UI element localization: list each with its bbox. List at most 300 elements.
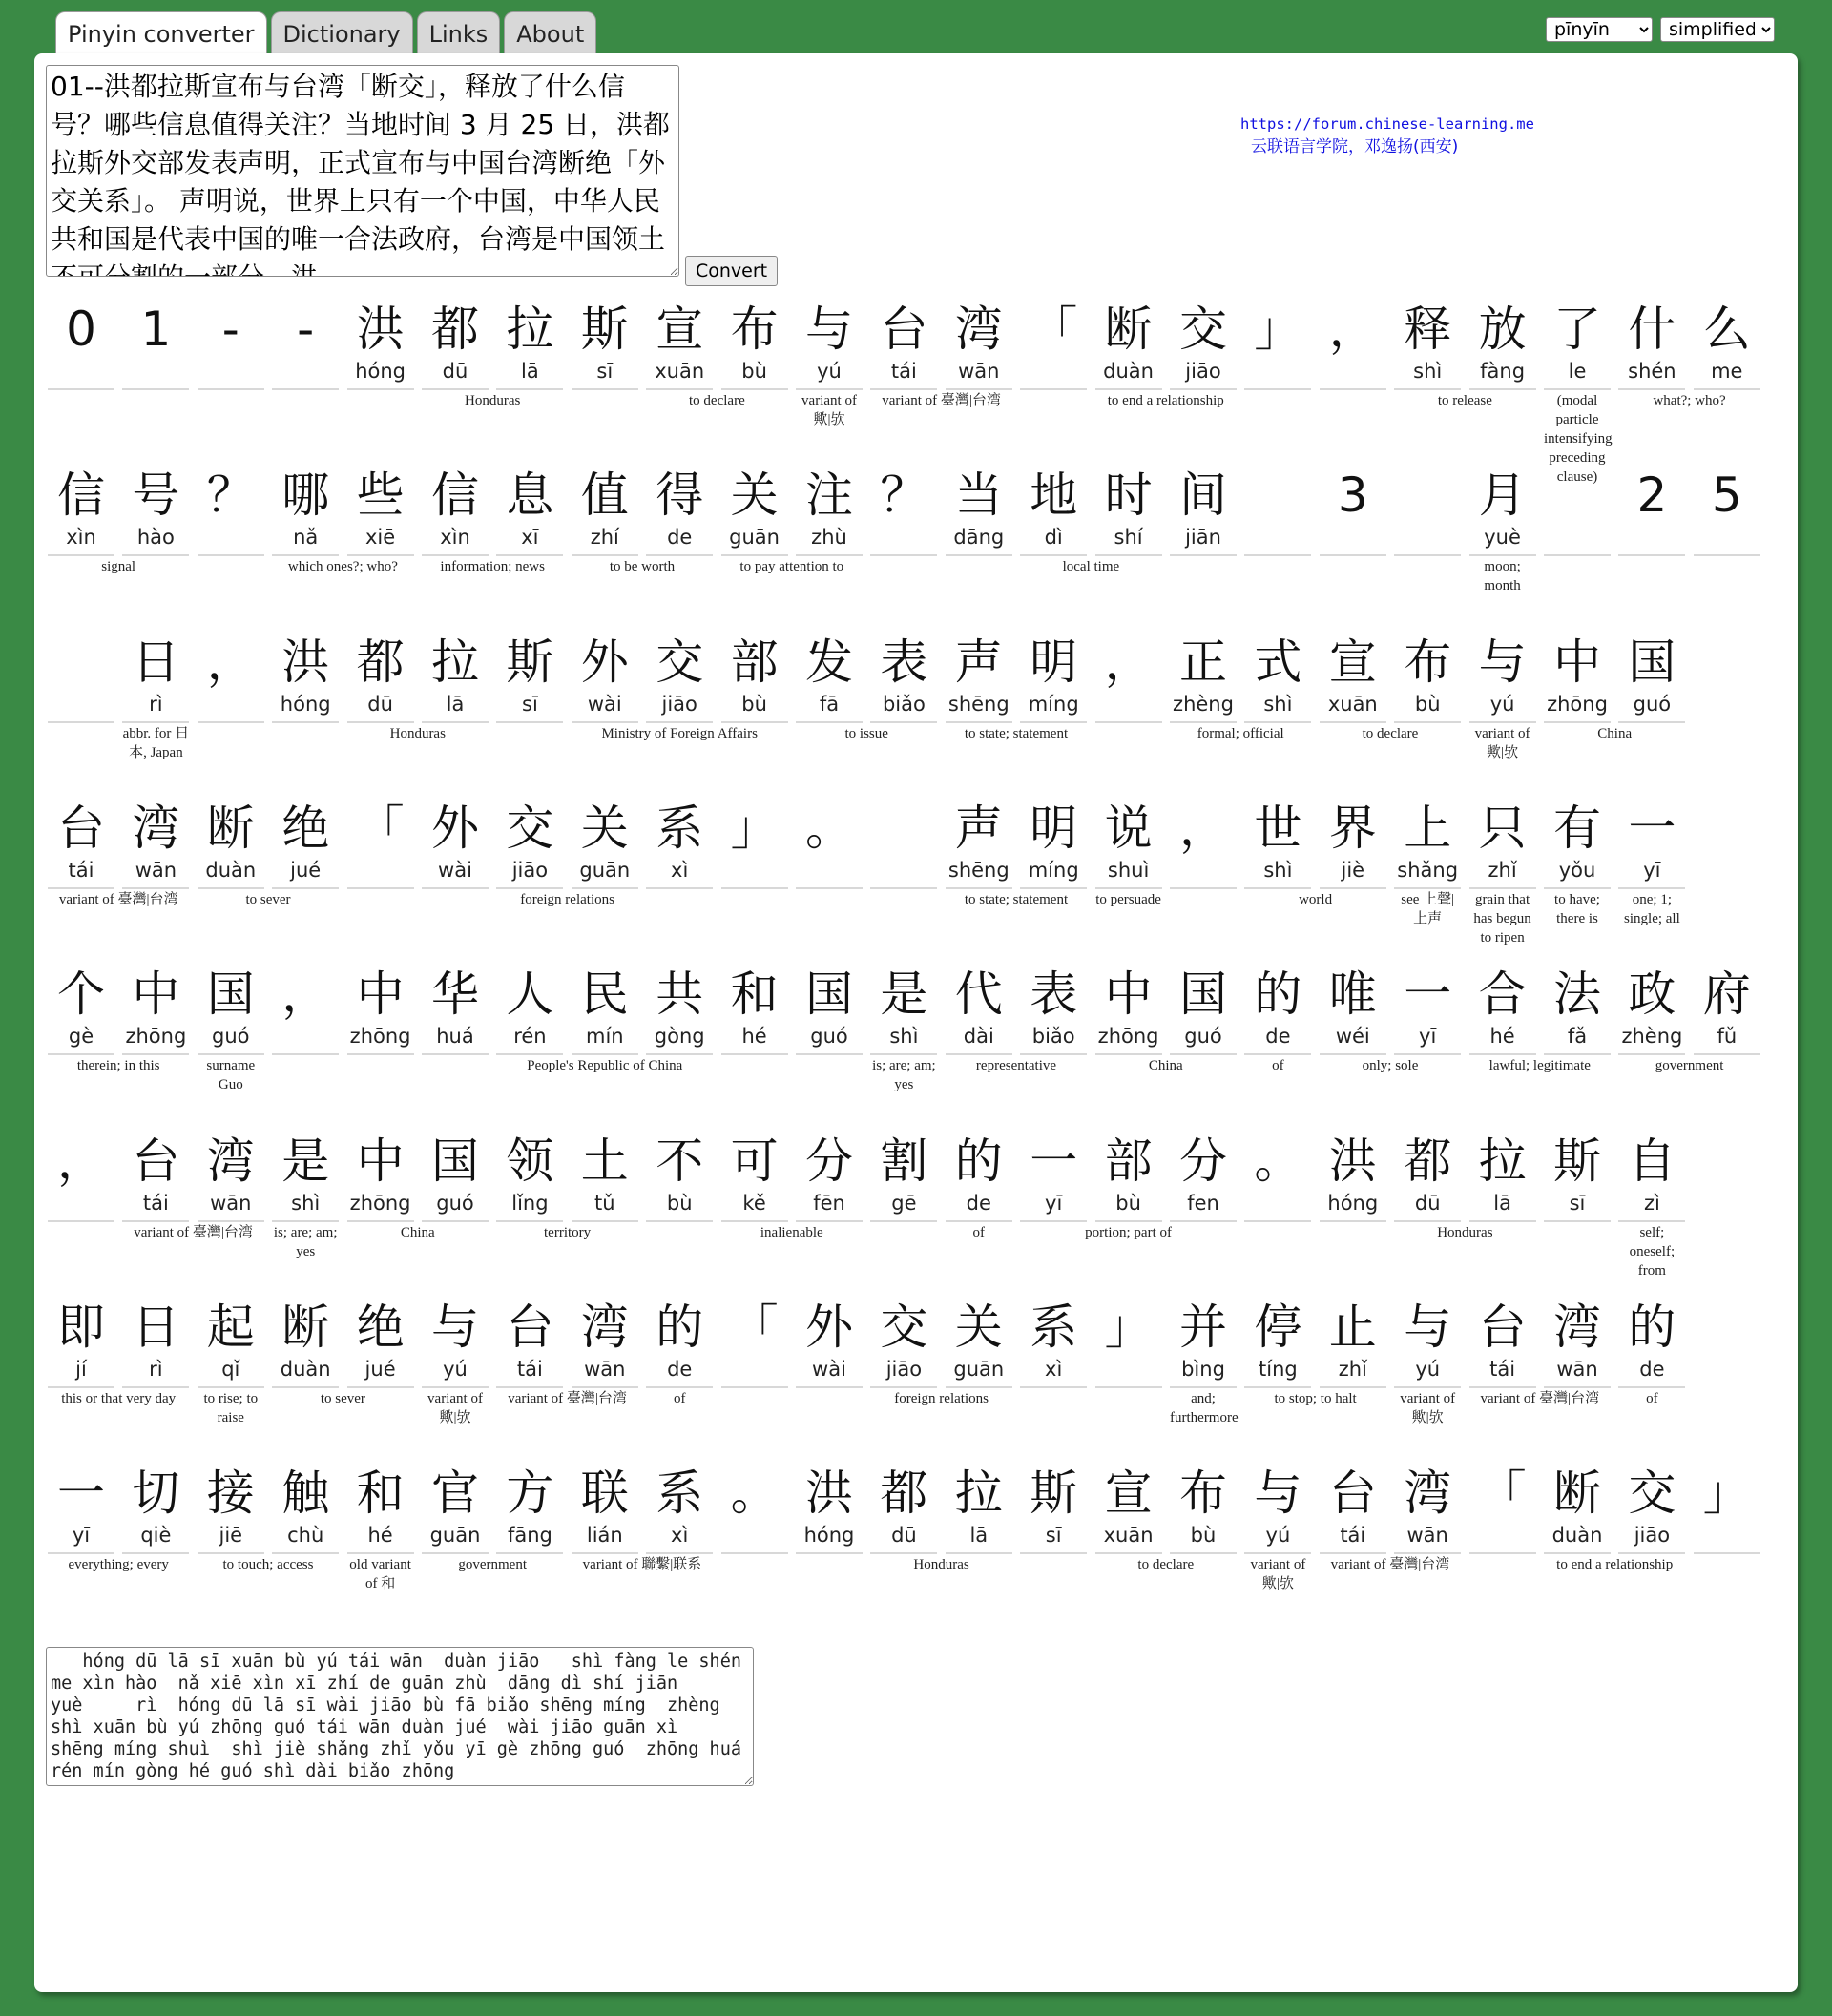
cell-divider	[1694, 1053, 1760, 1055]
hanzi: 国	[1628, 634, 1676, 690]
pinyin: shí	[1114, 526, 1143, 550]
tab-bar	[55, 11, 596, 55]
gloss: abbr. for 日本, Japan	[122, 725, 190, 760]
script-select[interactable]	[1660, 17, 1775, 42]
cell-divider	[1095, 1386, 1162, 1388]
pinyin: shì	[291, 1191, 321, 1215]
gloss: China	[400, 1224, 435, 1240]
hanzi: 关	[580, 800, 629, 856]
pinyin: wéi	[1335, 1025, 1370, 1049]
pinyin: lā	[446, 692, 465, 716]
cell-divider	[1544, 1053, 1611, 1055]
pinyin: jiāo	[1634, 1524, 1671, 1548]
cell-divider	[1469, 1386, 1536, 1388]
chinese-input-textarea[interactable]	[46, 65, 679, 277]
cell-divider	[1320, 1220, 1386, 1222]
char-cell	[122, 300, 189, 419]
pinyin	[1544, 523, 1611, 551]
pinyin	[870, 856, 937, 884]
gloss: formal; official	[1197, 725, 1284, 741]
pinyin: fēn	[813, 1191, 845, 1215]
cell-divider	[870, 1220, 937, 1222]
hanzi: 发	[805, 634, 853, 690]
pinyin: rì	[149, 692, 163, 716]
cell-divider	[870, 721, 937, 723]
credit-block	[1240, 115, 1670, 156]
pinyin: yú	[1489, 692, 1515, 716]
cell-divider	[946, 1552, 1012, 1554]
pinyin-output-textarea[interactable]	[46, 1647, 754, 1786]
cell-divider	[572, 1386, 638, 1388]
forum-link[interactable]: https://forum.chinese-learning.me	[1240, 115, 1534, 133]
pinyin: zhǐ	[1488, 858, 1517, 882]
hanzi	[870, 799, 937, 858]
cell-divider	[1095, 721, 1162, 723]
hanzi: 部	[1104, 1133, 1153, 1189]
hanzi: 息	[506, 468, 554, 524]
cell-divider	[796, 1053, 863, 1055]
cell-divider	[198, 554, 264, 556]
pinyin: wān	[1406, 1524, 1448, 1548]
tab-dictionary[interactable]: Dictionary	[271, 11, 413, 55]
hanzi: 湾	[1404, 1465, 1452, 1522]
pinyin: lā	[1493, 1191, 1511, 1215]
gloss: see 上聲|上声	[1401, 891, 1455, 926]
cell-divider	[1244, 388, 1311, 390]
cell-divider	[1469, 721, 1536, 723]
pinyin: fā	[819, 692, 840, 716]
gloss: world	[1299, 891, 1333, 907]
char-cell	[721, 1298, 788, 1417]
hanzi: 一	[1628, 800, 1676, 856]
pinyin: guó	[1633, 692, 1672, 716]
pinyin	[48, 690, 114, 718]
cell-divider	[646, 887, 713, 889]
pinyin	[1394, 523, 1461, 551]
hanzi: 表	[1030, 966, 1078, 1023]
cell-divider	[1095, 554, 1162, 556]
pinyin: shēng	[947, 858, 1010, 882]
cell-divider	[1469, 1552, 1536, 1554]
cell-divider	[646, 721, 713, 723]
gloss: government	[458, 1557, 528, 1573]
cell-divider	[122, 1386, 189, 1388]
gloss: to sever	[245, 891, 291, 907]
pinyin: guó	[810, 1025, 848, 1049]
cell-divider	[122, 554, 189, 556]
hanzi: 「	[730, 1299, 779, 1355]
hanzi: 与	[1478, 634, 1527, 690]
convert-button[interactable]: Convert	[685, 256, 778, 286]
cell-divider	[1095, 388, 1162, 390]
cell-divider	[1320, 388, 1386, 390]
cell-divider	[198, 1386, 264, 1388]
hanzi: 释	[1404, 301, 1452, 357]
hanzi: 领	[506, 1133, 554, 1189]
cell-divider	[1095, 1220, 1162, 1222]
pinyin: yú	[1265, 1524, 1291, 1548]
char-cell	[48, 633, 114, 752]
hanzi: 系	[656, 800, 704, 856]
gloss: to rise; to raise	[203, 1390, 259, 1425]
text-row	[48, 466, 1768, 633]
cell-divider	[198, 388, 264, 390]
pinyin: wān	[1556, 1357, 1598, 1381]
hanzi: 0	[66, 301, 96, 357]
hanzi: 注	[805, 468, 853, 524]
hanzi: 中	[132, 966, 180, 1023]
hanzi: 民	[580, 966, 629, 1023]
cell-divider	[646, 554, 713, 556]
pinyin: zì	[1643, 1191, 1660, 1215]
hanzi: 日	[132, 634, 180, 690]
cell-divider	[572, 388, 638, 390]
hanzi: 系	[656, 1465, 704, 1522]
gloss: and; furthermore	[1170, 1390, 1239, 1425]
cell-divider	[1618, 1220, 1685, 1222]
hanzi: 是	[281, 1133, 330, 1189]
hanzi: 绝	[281, 800, 330, 856]
hanzi: 些	[356, 468, 405, 524]
cell-divider	[796, 887, 863, 889]
gloss: Ministry of Foreign Affairs	[601, 725, 758, 741]
cell-divider	[870, 554, 937, 556]
hanzi	[1394, 466, 1461, 525]
hanzi: 起	[206, 1299, 255, 1355]
pinyin: wài	[438, 858, 472, 882]
pinyin	[1095, 1355, 1162, 1383]
pinyin	[48, 1189, 114, 1217]
pinyin: biǎo	[1031, 1025, 1075, 1049]
cell-divider	[422, 554, 489, 556]
cell-divider	[48, 887, 114, 889]
hanzi: ？	[206, 468, 255, 524]
pinyin: sī	[1569, 1191, 1586, 1215]
hanzi: 。	[1254, 1133, 1302, 1189]
gloss: to persuade	[1095, 891, 1161, 907]
pinyin: de	[1265, 1025, 1291, 1049]
tab-about[interactable]: About	[504, 11, 596, 55]
pinyin: míng	[1028, 692, 1079, 716]
hanzi: 国	[431, 1133, 479, 1189]
char-cell	[1618, 466, 1685, 585]
pinyin: shì	[1413, 360, 1443, 383]
cell-divider	[796, 1552, 863, 1554]
credit-name: 云联语言学院，邓逸扬(西安)	[1251, 137, 1459, 156]
pinyin: yú	[1415, 1357, 1441, 1381]
pinyin: tái	[1489, 1357, 1516, 1381]
pinyin: yuè	[1484, 526, 1521, 550]
cell-divider	[870, 1552, 937, 1554]
hanzi: 湾	[580, 1299, 629, 1355]
hanzi: 值	[580, 468, 629, 524]
cell-divider	[1320, 554, 1386, 556]
hanzi: ，	[1104, 634, 1153, 690]
hanzi: 土	[580, 1133, 629, 1189]
hanzi: 法	[1553, 966, 1601, 1023]
hanzi: 个	[57, 966, 105, 1023]
pinyin: yú	[817, 360, 842, 383]
hanzi: 拉	[1478, 1133, 1527, 1189]
cell-divider	[721, 388, 788, 390]
cell-divider	[272, 887, 339, 889]
gloss: moon; month	[1484, 559, 1521, 594]
hanzi: 得	[656, 468, 704, 524]
cell-divider	[122, 1053, 189, 1055]
cell-divider	[347, 887, 414, 889]
char-cell	[48, 1132, 114, 1251]
pinyin: shuì	[1107, 858, 1150, 882]
hanzi: 交	[1179, 301, 1227, 357]
hanzi: 世	[1254, 800, 1302, 856]
hanzi: 斯	[506, 634, 554, 690]
gloss: one; 1; single; all	[1624, 891, 1680, 926]
char-cell	[347, 799, 414, 918]
cell-divider	[496, 1220, 563, 1222]
cell-divider	[1170, 887, 1237, 889]
hanzi: 」	[1254, 301, 1302, 357]
pinyin	[198, 690, 264, 718]
pinyin	[48, 357, 114, 385]
cell-divider	[272, 1552, 339, 1554]
cell-divider	[1320, 887, 1386, 889]
hanzi: 不	[656, 1133, 704, 1189]
cell-divider	[1020, 1053, 1087, 1055]
cell-divider	[721, 887, 788, 889]
pinyin: yú	[443, 1357, 468, 1381]
hanzi: 府	[1702, 966, 1751, 1023]
hanzi: 式	[1254, 634, 1302, 690]
cell-divider	[796, 388, 863, 390]
cell-divider	[1020, 1552, 1087, 1554]
gloss: to declare	[1137, 1557, 1195, 1573]
pinyin	[1320, 357, 1386, 385]
pinyin: hóng	[355, 360, 406, 383]
cell-divider	[347, 554, 414, 556]
hanzi: 断	[1104, 301, 1153, 357]
hanzi: 么	[1702, 301, 1751, 357]
gloss: to have; there is	[1554, 891, 1600, 926]
pinyin: xìn	[66, 526, 96, 550]
cell-divider	[1244, 1552, 1311, 1554]
cell-divider	[721, 1386, 788, 1388]
cell-divider	[422, 1386, 489, 1388]
pinyin: lā	[521, 360, 539, 383]
gloss: government	[1655, 1058, 1724, 1074]
pinyin: dū	[891, 1524, 917, 1548]
cell-divider	[1394, 721, 1461, 723]
pinyin: lián	[586, 1524, 623, 1548]
gloss: to stop; to halt	[1274, 1390, 1357, 1406]
cell-divider	[48, 554, 114, 556]
hanzi: 合	[1478, 966, 1527, 1023]
pinyin: zhèng	[1621, 1025, 1683, 1049]
char-cell	[198, 466, 264, 585]
hanzi	[48, 633, 114, 692]
char-cell	[198, 300, 264, 419]
tone-mode-select[interactable]	[1546, 17, 1653, 42]
hanzi: 华	[431, 966, 479, 1023]
cell-divider	[48, 1053, 114, 1055]
pinyin: dū	[1414, 1191, 1441, 1215]
hanzi: 放	[1478, 301, 1527, 357]
pinyin	[272, 1022, 339, 1050]
pinyin: duàn	[205, 858, 257, 882]
hanzi: 国	[1179, 966, 1227, 1023]
hanzi: 代	[954, 966, 1003, 1023]
gloss: China	[1597, 725, 1633, 741]
pinyin: xuān	[1103, 1524, 1154, 1548]
char-cell	[1394, 466, 1461, 585]
hanzi: 一	[1404, 966, 1452, 1023]
hanzi: 布	[730, 301, 779, 357]
pinyin: tái	[142, 1191, 169, 1215]
char-cell	[1320, 466, 1386, 585]
cell-divider	[946, 388, 1012, 390]
cell-divider	[1320, 1053, 1386, 1055]
char-cell	[1469, 1464, 1536, 1583]
tab-pinyin-converter[interactable]: Pinyin converter	[55, 11, 267, 55]
cell-divider	[1095, 1053, 1162, 1055]
gloss: variant of 臺灣|台湾	[508, 1390, 627, 1406]
pinyin: yǒu	[1558, 858, 1596, 882]
pinyin: wài	[812, 1357, 846, 1381]
text-row	[48, 633, 1694, 800]
cell-divider	[272, 554, 339, 556]
char-cell	[1320, 300, 1386, 419]
cell-divider	[1320, 1552, 1386, 1554]
cell-divider	[1544, 388, 1611, 390]
cell-divider	[1170, 388, 1237, 390]
hanzi: 信	[431, 468, 479, 524]
hanzi: 宣	[656, 301, 704, 357]
pinyin: xuān	[655, 360, 705, 383]
hanzi: 绝	[356, 1299, 405, 1355]
hanzi: 即	[57, 1299, 105, 1355]
char-cell	[721, 1464, 788, 1583]
hanzi: 断	[206, 800, 255, 856]
cell-divider	[1320, 721, 1386, 723]
tab-links[interactable]: Links	[417, 11, 501, 55]
hanzi: 什	[1628, 301, 1676, 357]
pinyin	[1694, 1521, 1760, 1549]
gloss: inalienable	[760, 1224, 823, 1240]
cell-divider	[272, 1386, 339, 1388]
pinyin: tái	[890, 360, 917, 383]
hanzi: 声	[954, 800, 1003, 856]
text-row	[48, 965, 1768, 1132]
text-row	[48, 1464, 1768, 1631]
cell-divider	[122, 721, 189, 723]
pinyin: guó	[1184, 1025, 1222, 1049]
pinyin: chù	[287, 1524, 324, 1548]
hanzi: 洪	[1328, 1133, 1377, 1189]
hanzi: 。	[805, 800, 853, 856]
gloss: variant of 歟|欤	[1250, 1557, 1306, 1592]
hanzi: 声	[954, 634, 1003, 690]
cell-divider	[1394, 1386, 1461, 1388]
gloss: variant of 歟|欤	[802, 393, 857, 427]
hanzi: 方	[506, 1465, 554, 1522]
pinyin	[1469, 1521, 1536, 1549]
pinyin: fǔ	[1717, 1025, 1738, 1049]
hanzi: 都	[356, 634, 405, 690]
pinyin	[1618, 523, 1685, 551]
pinyin: tái	[1340, 1524, 1366, 1548]
pinyin: yī	[1643, 858, 1661, 882]
cell-divider	[48, 1386, 114, 1388]
gloss: local time	[1062, 559, 1120, 575]
hanzi: 共	[656, 966, 704, 1023]
text-row	[48, 799, 1694, 966]
pinyin: bù	[741, 692, 767, 716]
cell-divider	[48, 388, 114, 390]
pinyin: wān	[958, 360, 1000, 383]
hanzi: 外	[805, 1299, 853, 1355]
pinyin: nǎ	[293, 526, 319, 550]
pinyin: guó	[436, 1191, 474, 1215]
hanzi: 宣	[1104, 1465, 1153, 1522]
cell-divider	[946, 1386, 1012, 1388]
cell-divider	[122, 887, 189, 889]
pinyin: guān	[579, 858, 631, 882]
cell-divider	[1544, 1220, 1611, 1222]
hanzi: ，	[1328, 301, 1377, 357]
gloss: which ones?; who?	[287, 559, 398, 575]
pinyin: gè	[68, 1025, 94, 1049]
cell-divider	[1095, 1552, 1162, 1554]
pinyin: jiè	[1341, 858, 1365, 882]
hanzi: 是	[880, 966, 928, 1023]
pinyin: de	[667, 526, 693, 550]
cell-divider	[1244, 554, 1311, 556]
cell-divider	[870, 1386, 937, 1388]
pinyin: hóng	[1327, 1191, 1379, 1215]
cell-divider	[946, 1053, 1012, 1055]
cell-divider	[572, 1053, 638, 1055]
converter-panel	[34, 53, 1798, 1992]
gloss: Honduras	[389, 725, 446, 741]
pinyin: jué	[364, 1357, 396, 1381]
pinyin: jiāo	[885, 1357, 923, 1381]
char-cell	[1095, 633, 1162, 752]
gloss: representative	[975, 1058, 1057, 1074]
hanzi: 和	[356, 1465, 405, 1522]
cell-divider	[721, 721, 788, 723]
cell-divider	[198, 1552, 264, 1554]
gloss: variant of 臺灣|台湾	[882, 393, 1001, 408]
char-cell	[1694, 1464, 1760, 1583]
hanzi: ？	[880, 468, 928, 524]
hanzi: 洪	[356, 301, 405, 357]
hanzi: 拉	[506, 301, 554, 357]
pinyin: míng	[1028, 858, 1079, 882]
hanzi: 中	[1553, 634, 1601, 690]
pinyin: bìng	[1181, 1357, 1225, 1381]
pinyin	[1694, 523, 1760, 551]
gloss: to be worth	[609, 559, 676, 575]
pinyin: hóng	[803, 1524, 855, 1548]
cell-divider	[1694, 1552, 1760, 1554]
hanzi: 正	[1179, 634, 1227, 690]
pinyin: rì	[149, 1357, 163, 1381]
cell-divider	[422, 1552, 489, 1554]
hanzi: 与	[1404, 1299, 1452, 1355]
gloss: of	[673, 1390, 686, 1406]
cell-divider	[198, 1053, 264, 1055]
pinyin	[796, 856, 863, 884]
pinyin: le	[1568, 360, 1587, 383]
